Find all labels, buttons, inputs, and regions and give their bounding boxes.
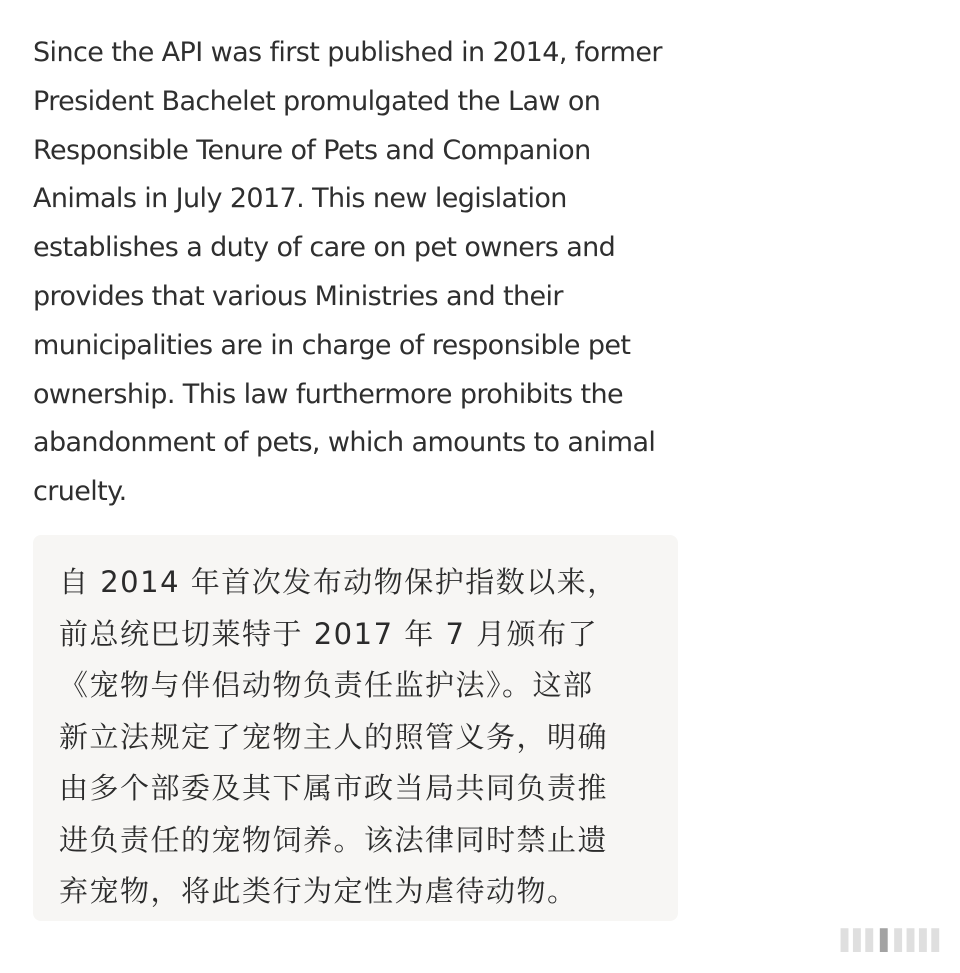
english-line-3: Responsible Tenure of Pets and Companion: [33, 134, 591, 166]
english-line-8: ownership. This law furthermore prohibits the: [33, 378, 624, 410]
chinese-line-2: 前总统巴切莱特于 2017 年 7 月颁布了: [59, 616, 599, 651]
english-line-6: provides that various Ministries and their: [33, 280, 563, 312]
english-line-1: Since the API was first published in 2014, former: [33, 37, 662, 68]
watermark-bars-left: ▌▌▌: [840, 928, 879, 952]
chinese-line-7: 弃宠物，将此类行为定性为虐待动物。: [59, 874, 578, 908]
watermark-bars-right: ▌▌▌▌: [894, 928, 944, 952]
chinese-line-6: 进负责任的宠物饲养。该法律同时禁止遗: [59, 822, 609, 857]
english-line-2: President Bachelet promulgated the Law on: [33, 85, 601, 117]
english-line-10: cruelty.: [33, 476, 127, 508]
english-line-5: establishes a duty of care on pet owners and: [33, 232, 616, 264]
chinese-translation-paragraph: [59, 557, 659, 918]
chinese-translation-card: [33, 535, 678, 921]
faint-watermark-icon: [841, 928, 944, 952]
chinese-line-4: 新立法规定了宠物主人的照管义务，明确: [59, 719, 609, 754]
chinese-line-3: 《宠物与伴侣动物负责任监护法》。这部: [59, 668, 594, 702]
english-article-paragraph: [33, 29, 673, 517]
chinese-line-1: 自 2014 年首次发布动物保护指数以来，: [59, 565, 618, 599]
english-line-4: Animals in July 2017. This new legislation: [33, 183, 567, 215]
english-line-7: municipalities are in charge of responsible pet: [33, 329, 631, 361]
watermark-mark: ▌: [880, 928, 893, 952]
chinese-line-5: 由多个部委及其下属市政当局共同负责推: [59, 771, 609, 805]
english-line-9: abandonment of pets, which amounts to animal: [33, 427, 656, 459]
